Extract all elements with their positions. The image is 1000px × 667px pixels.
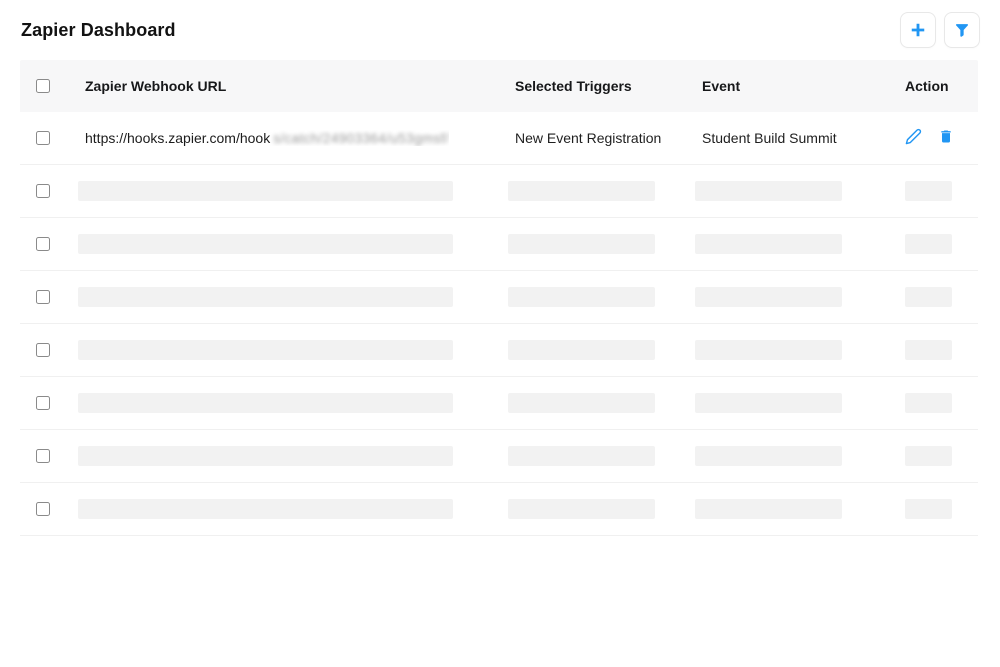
skeleton-bar-action <box>905 446 952 466</box>
row-checkbox[interactable] <box>36 502 50 516</box>
skeleton-bar-selected-triggers <box>508 446 655 466</box>
add-button[interactable] <box>900 12 936 48</box>
row-checkbox[interactable] <box>36 343 50 357</box>
skeleton-bar-selected-triggers <box>508 499 655 519</box>
skeleton-bar-selected-triggers <box>508 393 655 413</box>
table-header-row <box>20 60 978 112</box>
row-checkbox[interactable] <box>36 131 50 145</box>
skeleton-bar-selected-triggers <box>508 234 655 254</box>
skeleton-bar-event <box>695 340 842 360</box>
skeleton-bar-webhook-url <box>78 446 453 466</box>
table-body <box>20 112 978 536</box>
table-row-skeleton <box>20 483 978 536</box>
column-header-action: Action <box>905 78 949 94</box>
column-header-webhook-url: Zapier Webhook URL <box>85 78 227 94</box>
header-checkbox-cell <box>20 79 78 93</box>
table-row-skeleton <box>20 218 978 271</box>
funnel-icon <box>953 21 971 39</box>
column-header-event: Event <box>702 78 741 94</box>
column-header-selected-triggers: Selected Triggers <box>515 78 632 94</box>
event-cell: Student Build Summit <box>702 130 837 146</box>
row-checkbox[interactable] <box>36 396 50 410</box>
topbar <box>0 0 1000 60</box>
topbar-actions <box>900 12 980 48</box>
skeleton-bar-selected-triggers <box>508 287 655 307</box>
select-all-checkbox[interactable] <box>36 79 50 93</box>
webhook-url-redacted-text: s/catch/24903364/u53gmsf/ <box>273 131 450 146</box>
skeleton-bar-event <box>695 499 842 519</box>
pencil-icon <box>905 128 922 145</box>
filter-button[interactable] <box>944 12 980 48</box>
table-row-skeleton <box>20 271 978 324</box>
skeleton-bar-event <box>695 393 842 413</box>
trash-icon <box>938 128 954 145</box>
skeleton-bar-event <box>695 181 842 201</box>
skeleton-bar-selected-triggers <box>508 340 655 360</box>
row-checkbox[interactable] <box>36 290 50 304</box>
row-checkbox[interactable] <box>36 184 50 198</box>
delete-button[interactable] <box>938 128 954 145</box>
skeleton-bar-event <box>695 287 842 307</box>
table-row-skeleton <box>20 377 978 430</box>
skeleton-bar-webhook-url <box>78 393 453 413</box>
skeleton-bar-action <box>905 393 952 413</box>
skeleton-bar-webhook-url <box>78 181 453 201</box>
table-row <box>20 112 978 165</box>
table-row-skeleton <box>20 324 978 377</box>
edit-button[interactable] <box>905 128 922 145</box>
webhooks-table <box>20 60 978 536</box>
skeleton-bar-action <box>905 234 952 254</box>
plus-icon <box>908 20 928 40</box>
skeleton-bar-webhook-url <box>78 234 453 254</box>
table-row-skeleton <box>20 165 978 218</box>
selected-triggers-cell: New Event Registration <box>515 130 662 146</box>
skeleton-bar-webhook-url <box>78 340 453 360</box>
skeleton-bar-webhook-url <box>78 499 453 519</box>
skeleton-bar-event <box>695 446 842 466</box>
skeleton-bar-action <box>905 181 952 201</box>
skeleton-bar-action <box>905 499 952 519</box>
row-checkbox[interactable] <box>36 237 50 251</box>
table-row-skeleton <box>20 430 978 483</box>
skeleton-bar-webhook-url <box>78 287 453 307</box>
skeleton-bar-event <box>695 234 842 254</box>
skeleton-bar-selected-triggers <box>508 181 655 201</box>
skeleton-bar-action <box>905 287 952 307</box>
skeleton-bar-action <box>905 340 952 360</box>
webhook-url-text: https://hooks.zapier.com/hook <box>85 130 271 146</box>
webhook-url-cell <box>78 130 449 146</box>
page-title: Zapier Dashboard <box>21 19 176 40</box>
row-checkbox[interactable] <box>36 449 50 463</box>
